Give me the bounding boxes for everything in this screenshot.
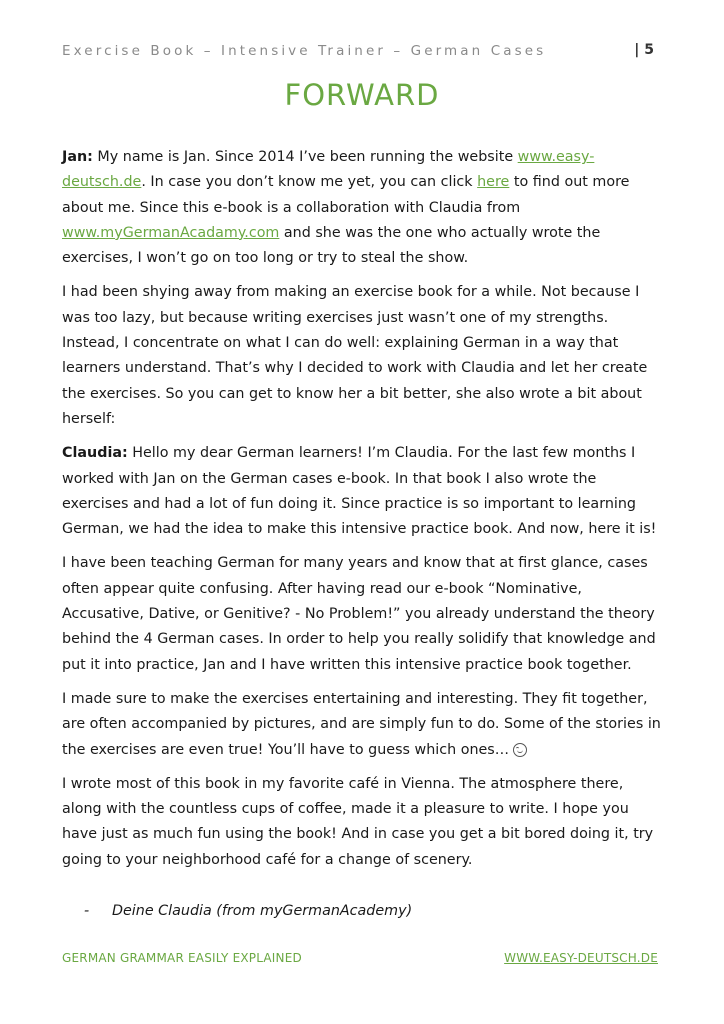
paragraph-jan-exercise-book: I had been shying away from making an exercise book for a while. Not because I was too lazy, but because writing exercises just wasn’t one of my strengths. Instead, I concentrate on what I can do well: explaining German in a way that learners understand. That’s why I decided to work with Claudia and let her create the exercises. So you can get to know her a bit better, she also wrote a bit about herself: — [62, 284, 648, 427]
page-header — [62, 43, 658, 65]
paragraph-jan-intro — [62, 145, 666, 271]
paragraph-text: and she was the one who actually wrote the exercises, I won’t go on too long or try to steal the show. — [62, 224, 601, 267]
document-body — [62, 145, 666, 882]
speaker-label-claudia: Claudia: — [62, 445, 128, 462]
signature — [84, 903, 412, 919]
paragraph-text: to find out more about me. Since this e-book is a collaboration with Claudia from — [62, 174, 630, 216]
mygermanacademy-link[interactable]: www.myGermanAcadamy.com — [62, 224, 280, 241]
paragraph-cafe: I wrote most of this book in my favorite café in Vienna. The atmosphere there, along with the countless cups of coffee, made it a pleasure to write. I hope you have just as much fun using the book! And in case you get a bit bored doing it, try going to your neighborhood café for a change of scenery. — [62, 775, 654, 868]
paragraph-text: My name is Jan. Since 2014 I’ve been running the website — [92, 149, 518, 165]
paragraph-exercises — [62, 687, 666, 763]
footer-website-link[interactable]: WWW.EASY-DEUTSCH.DE — [504, 951, 658, 965]
paragraph-teaching: I have been teaching German for many years and know that at first glance, cases often appear quite confusing. After having read our e-book “Nominative, Accusative, Dative, or Genitive? - No Problem!” you already understand the theory behind the 4 German cases. In order to help you really solidify that knowledge and put it into practice, Jan and I have written this intensive practice book together. — [62, 555, 656, 673]
speaker-label-jan: Jan: — [62, 149, 93, 165]
here-link[interactable]: here — [477, 174, 510, 191]
easy-deutsch-link[interactable]: www.easy-deutsch.de — [62, 149, 595, 191]
header-title: Exercise Book – Intensive Trainer – German Cases — [62, 43, 547, 59]
paragraph-text: I made sure to make the exercises entertaining and interesting. They fit together, are often accompanied by pictures, and are simply fun to do. Some of the stories in the exercises are even true! You’ll have to guess which ones… — [62, 690, 661, 758]
paragraph-text: . In case you don’t know me yet, you can click — [141, 174, 478, 191]
page-number: | 5 — [634, 42, 654, 58]
signature-text: Deine Claudia (from myGermanAcademy) — [112, 903, 413, 919]
footer-tagline: GERMAN GRAMMAR EASILY EXPLAINED — [62, 951, 302, 965]
page-title: FORWARD — [284, 78, 440, 112]
signature-dash: - — [84, 903, 90, 919]
paragraph-claudia-intro — [62, 441, 666, 542]
winking-smiley-icon — [513, 743, 527, 757]
paragraph-text: Hello my dear German learners! I’m Claudia. For the last few months I worked with Jan on the German cases e-book. In that book I also wrote the exercises and had a lot of fun doing it. Since practice is so important to learning German, we had the idea to make this intensive practice book. And now, here it is! — [62, 445, 657, 538]
